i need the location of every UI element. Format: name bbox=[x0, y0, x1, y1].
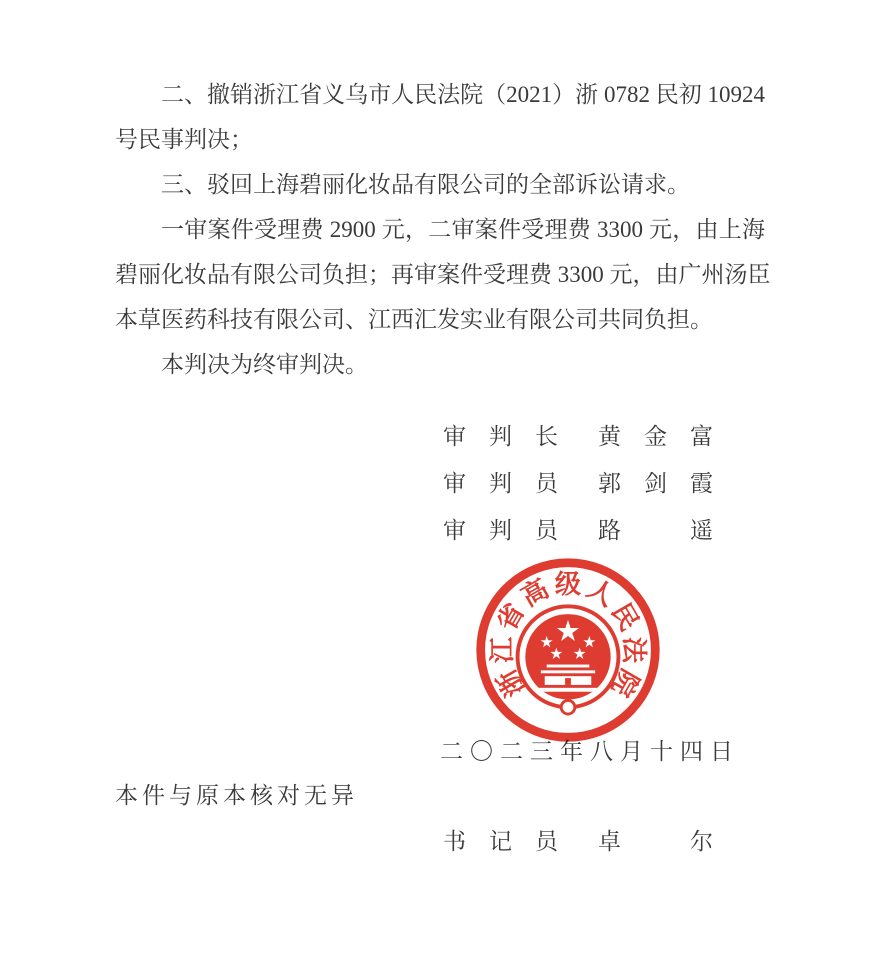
clerk-role: 书 记 员 bbox=[443, 829, 558, 854]
judge-name: 黄 金 富 bbox=[598, 424, 713, 449]
judgment-body bbox=[115, 72, 771, 387]
judgment-line: 本草医药科技有限公司、江西汇发实业有限公司共同负担。 bbox=[115, 307, 713, 332]
judge-role: 审 判 员 bbox=[443, 471, 558, 496]
judgment-line: 号民事判决； bbox=[115, 127, 253, 152]
seal-char: 省 bbox=[491, 598, 531, 636]
judge-row bbox=[443, 507, 713, 554]
presiding-judge-row bbox=[443, 413, 713, 460]
seal-char: 江 bbox=[487, 636, 517, 664]
seal-char: 高 bbox=[516, 573, 554, 613]
seal-char: 浙 bbox=[491, 664, 531, 702]
verification-note: 本件与原本核对无异 bbox=[115, 783, 358, 808]
court-seal-graphic bbox=[471, 553, 665, 747]
judgment-line: 本判决为终审判决。 bbox=[161, 352, 368, 377]
clerk-row bbox=[443, 828, 713, 855]
judgment-line: 二、撤销浙江省义乌市人民法院（2021）浙 0782 民初 10924 bbox=[161, 82, 765, 107]
judge-role: 审 判 员 bbox=[443, 518, 558, 543]
seal-char: 级 bbox=[554, 569, 582, 599]
seal-char: 民 bbox=[605, 598, 645, 636]
seal-char: 院 bbox=[605, 664, 645, 702]
judgment-line: 三、驳回上海碧丽化妆品有限公司的全部诉讼请求。 bbox=[161, 172, 690, 197]
national-emblem-icon bbox=[518, 606, 619, 714]
judge-role: 审 判 长 bbox=[443, 424, 558, 449]
judge-name: 郭 剑 霞 bbox=[598, 471, 713, 496]
seal-char: 人 bbox=[582, 573, 620, 613]
signature-block bbox=[443, 413, 713, 554]
seal-char: 法 bbox=[619, 636, 649, 664]
judgment-date: 二〇二三年八月十四日 bbox=[440, 739, 740, 764]
court-seal bbox=[471, 553, 665, 747]
judge-name: 路 遥 bbox=[598, 518, 713, 543]
judgment-line: 碧丽化妆品有限公司负担；再审案件受理费 3300 元，由广州汤臣 bbox=[115, 262, 771, 287]
judgment-line: 一审案件受理费 2900 元，二审案件受理费 3300 元，由上海 bbox=[161, 217, 765, 242]
judge-row bbox=[443, 460, 713, 507]
clerk-name: 卓 尔 bbox=[598, 829, 713, 854]
